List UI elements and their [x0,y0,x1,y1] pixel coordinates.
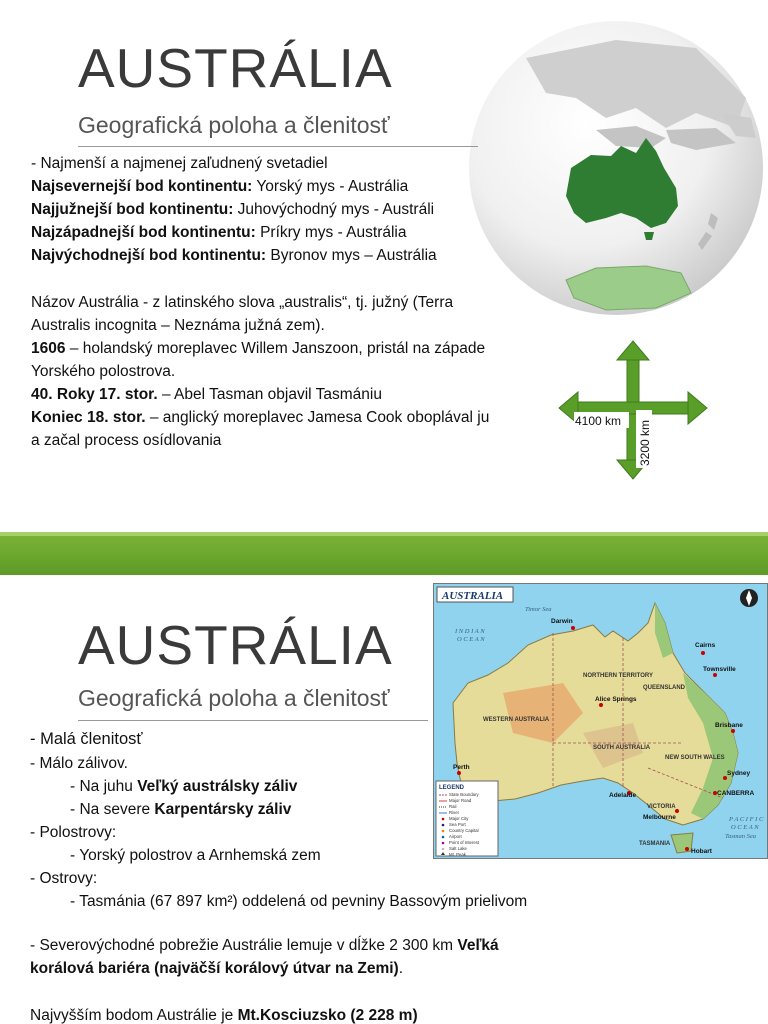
ocean-label-indian-2: O C E A N [457,636,485,643]
dimension-cross [558,340,708,480]
slide-subtitle: Geografická poloha a členitosť [78,685,390,711]
extreme-east: Najvýchodnejší bod kontinentu: Byronov mys – Austrália [31,247,437,264]
height-label: 3200 km [638,419,652,466]
region-label: NEW SOUTH WALES [665,755,725,761]
history-1606-line2: Yorského polostrova. [31,363,176,380]
width-label: 4100 km [575,414,622,428]
city-label: Alice Springs [595,696,637,703]
city-label: Hobart [691,848,712,855]
ocean-label-indian: I N D I A N [455,628,485,635]
extreme-south: Najjužnejší bod kontinentu: Juhovýchodný mys - Austráli [31,201,435,218]
slide-separator [0,532,768,575]
legend-title: LEGEND [439,785,465,791]
city-label: Townsville [703,666,736,673]
slide-title: AUSTRÁLIA [78,37,393,99]
intro-bullet: - Najmenší a najmenej zaľudnený svetadiel [31,155,328,172]
legend-item: River [449,810,460,815]
legend-item: Major Road [449,798,472,803]
map-title: AUSTRALIA [442,590,504,602]
bullet-malo-clenitost: - Malá členitosť [30,730,143,748]
bullet-peninsulas-list: - Yorský polostrov a Arnhemská zem [70,847,321,864]
city-label: Adelaide [609,792,637,799]
city-label: Cairns [695,642,716,649]
sea-label-timor: Timor Sea [525,606,552,613]
bullet-bay-south: - Na juhu Veľký austrálsky záliv [70,778,298,795]
name-origin-line1: Názov Austrália - z latinského slova „australis“, tj. južný (Terra [31,294,454,311]
ocean-label-pacific-2: O C E A N [731,824,759,831]
history-1606: 1606 – holandský moreplavec Willem Janszoon, pristál na západe [31,340,486,357]
history-tasman: 40. Roky 17. stor. – Abel Tasman objavil Tasmániu [31,386,382,403]
slide-2 [0,575,768,1024]
region-label: NORTHERN TERRITORY [583,673,654,679]
history-cook-line2: a začal process osídlovania [31,432,222,449]
region-label: QUEENSLAND [643,685,686,691]
legend-item: State Boundary [449,792,479,797]
legend-item: Salt Lake [449,846,467,851]
australia-map [433,583,768,859]
legend-item: Point of Interest [449,840,480,845]
city-label: Brisbane [715,722,743,729]
city-label: Sydney [727,770,751,777]
highest-point: Najvyšším bodom Austrálie je Mt.Kosciuzsko (2 228 m) [30,1007,418,1024]
reef-line1: - Severovýchodné pobrežie Austrálie lemuje v dĺžke 2 300 km Veľká [30,937,499,954]
region-label: WESTERN AUSTRALIA [483,717,550,723]
reef-line2: korálová bariéra (najväčší korálový útvar na Zemi). [30,960,404,977]
city-label: Perth [453,764,470,771]
title-divider [78,146,478,147]
city-label: Melbourne [643,814,676,821]
legend-item: Airport [449,834,462,839]
sea-label-tasman: Tasman Sea [725,833,757,840]
legend-item: Country Capital [449,828,479,833]
slide-subtitle: Geografická poloha a členitosť [78,112,390,138]
region-label: TASMANIA [639,841,671,847]
bullet-peninsulas: - Polostrovy: [30,824,117,841]
legend-item: Sea Port [449,822,466,827]
region-label: VICTORIA [647,804,676,810]
slide-title: AUSTRÁLIA [78,614,393,676]
legend-item: Rail [449,804,457,809]
bullet-tasmania: - Tasmánia (67 897 km²) oddelená od pevniny Bassovým prielivom [70,893,528,910]
bullet-malo-zalivov: - Málo zálivov. [30,755,128,772]
legend-item: Major City [449,816,469,821]
city-label: Darwin [551,618,573,625]
title-divider [78,720,428,721]
history-cook: Koniec 18. stor. – anglický moreplavec Jamesa Cook oboplával ju [31,409,490,426]
city-label: CANBERRA [717,790,755,797]
region-label: SOUTH AUSTRALIA [593,745,651,751]
name-origin-line2: Australis incognita – Neznáma južná zem). [31,317,325,334]
extreme-north: Najsevernejší bod kontinentu: Yorský mys - Austrália [31,178,409,195]
extreme-west: Najzápadnejší bod kontinentu: Príkry mys - Austrália [31,224,407,241]
bullet-bay-north: - Na severe Karpentársky záliv [70,801,292,818]
legend-item: Mt. Peak [449,852,466,857]
bullet-islands: - Ostrovy: [30,870,98,887]
globe-image [466,18,766,318]
ocean-label-pacific: P A C I F I C [729,816,764,823]
